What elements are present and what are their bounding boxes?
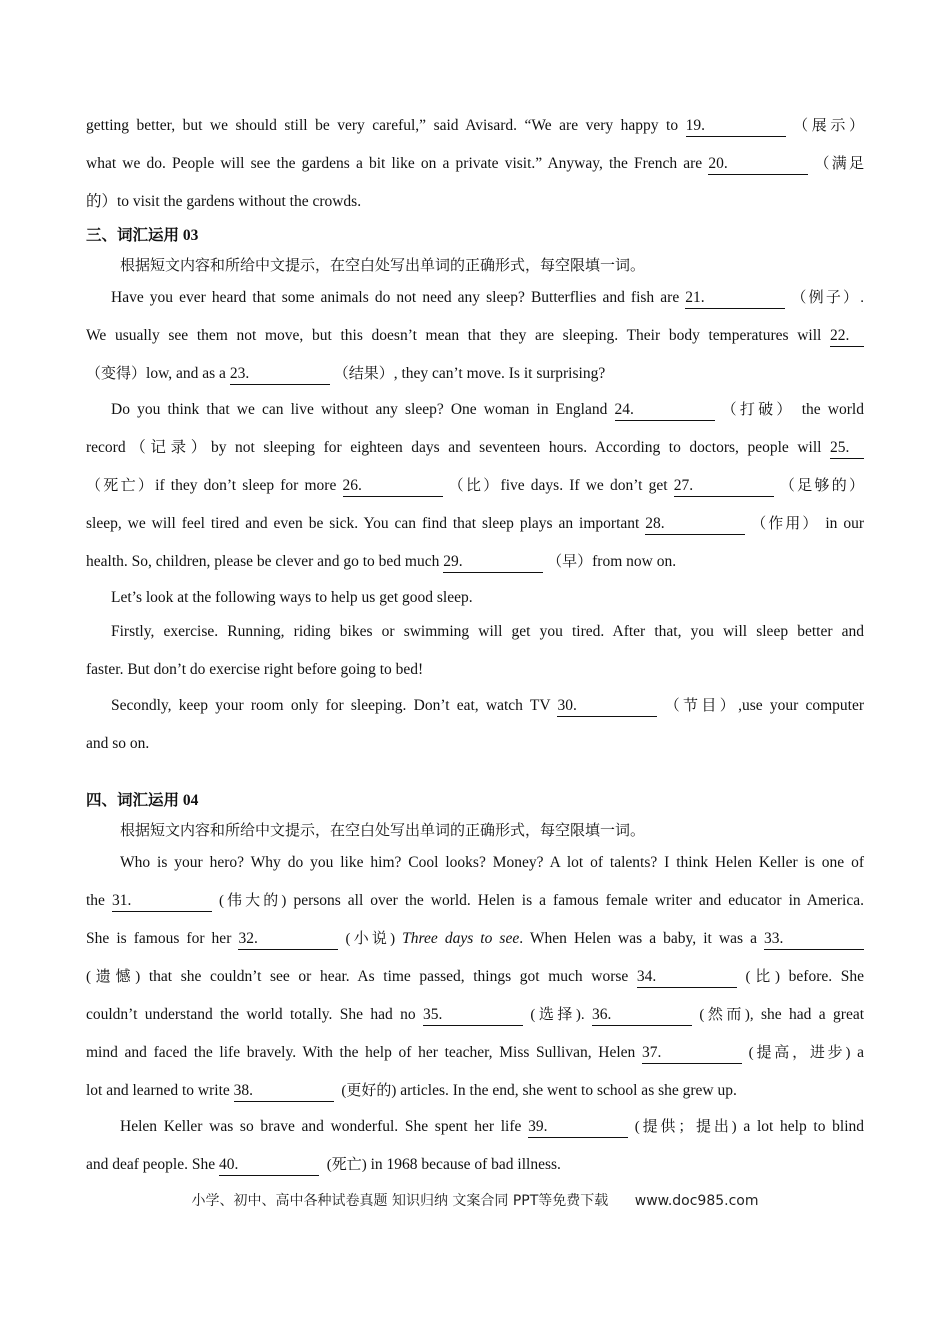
section-instruction: 根据短文内容和所给中文提示，在空白处写出单词的正确形式，每空限填一词。 [120, 258, 646, 274]
blank-37[interactable]: 37. [642, 1043, 742, 1064]
paragraph-line: the 31. (伟大的) persons all over the world. Helen is a famous female writer and educator in America. [86, 887, 864, 915]
paragraph-line: sleep, we will feel tired and even be sick. You can find that sleep plays an important 28. （作用） in our [86, 510, 864, 538]
paragraph-line: mind and faced the life bravely. With the help of her teacher, Miss Sullivan, Helen 37. (提高，进步) a [86, 1039, 864, 1067]
paragraph-line: （死亡）if they don’t sleep for more 26. （比）five days. If we don’t get 27. （足够的） [86, 472, 864, 500]
paragraph-line: Helen Keller was so brave and wonderful. She spent her life 39. (提供；提出) a lot help to blind [86, 1113, 864, 1141]
blank-36[interactable]: 36. [592, 1005, 692, 1026]
paragraph-line: Have you ever heard that some animals do not need any sleep? Butterflies and fish are 21. （例子）. [86, 284, 864, 312]
blank-32[interactable]: 32. [238, 929, 338, 950]
paragraph-line: and deaf people. She 40. (死亡) in 1968 because of bad illness. [86, 1151, 864, 1179]
paragraph-line: She is famous for her 32. (小说) Three days to see. When Helen was a baby, it was a 33. [86, 925, 864, 953]
paragraph-line: lot and learned to write 38. (更好的) articles. In the end, she went to school as she grew up. [86, 1077, 864, 1105]
paragraph-line: couldn’t understand the world totally. She had no 35. (选择). 36. (然而), she had a great [86, 1001, 864, 1029]
blank-40[interactable]: 40. [219, 1155, 319, 1176]
paragraph-line: getting better, but we should still be very careful,” said Avisard. “We are very happy to 19. （展示） [86, 112, 864, 140]
paragraph-line: 的）to visit the gardens without the crowds. [86, 193, 362, 210]
blank-25[interactable]: 25. [830, 438, 864, 459]
paragraph-line: faster. But don’t do exercise right before going to bed! [86, 661, 424, 678]
footer-text: 小学、初中、高中各种试卷真题 知识归纳 文案合同 PPT等免费下载 [191, 1193, 609, 1209]
page-footer [0, 1190, 950, 1210]
blank-21[interactable]: 21. [685, 288, 785, 309]
section-instruction: 根据短文内容和所给中文提示，在空白处写出单词的正确形式，每空限填一词。 [120, 823, 646, 839]
paragraph-line: We usually see them not move, but this doesn’t mean that they are sleeping. Their body temperatures will 22. [86, 322, 864, 350]
blank-38[interactable]: 38. [234, 1081, 334, 1102]
blank-39[interactable]: 39. [528, 1117, 628, 1138]
paragraph-line: Firstly, exercise. Running, riding bikes or swimming will get you tired. After that, you will sleep better and [111, 623, 864, 640]
blank-22[interactable]: 22. [830, 326, 864, 347]
blank-26[interactable]: 26. [343, 476, 443, 497]
paragraph-line: what we do. People will see the gardens a bit like on a private visit.” Anyway, the French are 20. （满足 [86, 150, 864, 178]
paragraph-line: Let’s look at the following ways to help us get good sleep. [111, 589, 473, 606]
blank-29[interactable]: 29. [443, 552, 543, 573]
blank-28[interactable]: 28. [645, 514, 745, 535]
blank-30[interactable]: 30. [557, 696, 657, 717]
paragraph-line: (遗憾) that she couldn’t see or hear. As time passed, things got much worse 34. (比) before. She [86, 963, 864, 991]
paragraph-line: and so on. [86, 735, 150, 752]
blank-33[interactable]: 33. [764, 929, 864, 950]
paragraph-line: Do you think that we can live without any sleep? One woman in England 24. （打破） the world [86, 396, 864, 424]
paragraph-line: （变得）low, and as a 23. （结果）, they can’t move. Is it surprising? [86, 360, 864, 388]
blank-35[interactable]: 35. [423, 1005, 523, 1026]
blank-34[interactable]: 34. [637, 967, 737, 988]
section-heading: 四、词汇运用 04 [86, 792, 199, 809]
blank-19[interactable]: 19. [686, 116, 786, 137]
novel-title: Three days to see [402, 930, 520, 947]
paragraph-line: record（记录）by not sleeping for eighteen days and seventeen hours. According to doctors, people will 25. [86, 434, 864, 462]
blank-20[interactable]: 20. [708, 154, 808, 175]
blank-27[interactable]: 27. [674, 476, 774, 497]
footer-url[interactable]: www.doc985.com [634, 1193, 759, 1209]
paragraph-line: Secondly, keep your room only for sleeping. Don’t eat, watch TV 30. （节目）,use your computer [86, 692, 864, 720]
paragraph-line: health. So, children, please be clever and go to bed much 29. （早）from now on. [86, 548, 864, 576]
blank-24[interactable]: 24. [615, 400, 715, 421]
section-heading: 三、词汇运用 03 [86, 227, 199, 244]
paragraph-line: Who is your hero? Why do you like him? Cool looks? Money? A lot of talents? I think Helen Keller is one of [120, 854, 864, 871]
blank-23[interactable]: 23. [230, 364, 330, 385]
blank-31[interactable]: 31. [112, 891, 212, 912]
